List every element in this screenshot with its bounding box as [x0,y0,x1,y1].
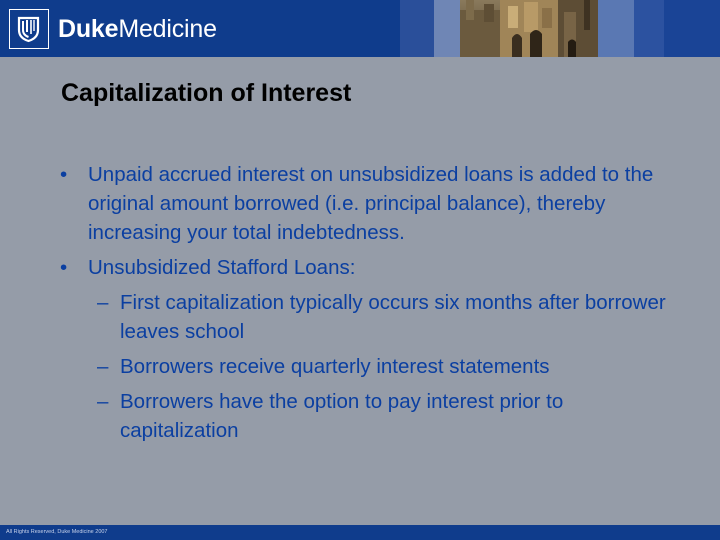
brand-bold: Duke [58,15,119,43]
bullet-marker: • [60,163,68,186]
slide-body [60,160,670,451]
duke-chapel-photo [460,0,598,57]
header-stripe [434,0,460,57]
bullet-item [60,160,670,247]
bullet-marker: • [60,256,68,279]
sub-bullet-text: First capitalization typically occurs six months after borrower leaves school [120,291,666,343]
bullet-text: Unsubsidized Stafford Loans: [88,256,356,279]
bullet-text: Unpaid accrued interest on unsubsidized loans is added to the original amount borrowed (i.e. principal balance), thereby increasing your total indebtedness. [88,163,654,244]
copyright-text: All Rights Reserved, Duke Medicine 2007 [6,529,108,535]
bullet-item [60,253,670,282]
header-stripe [598,0,634,57]
sub-bullet-text: Borrowers have the option to pay interest prior to capitalization [120,390,564,442]
brand-light: Medicine [118,15,217,43]
brand-wordmark [58,13,217,45]
sub-bullet-item [60,288,670,346]
sub-bullet-item [60,387,670,445]
header-stripe [400,0,434,57]
slide-title: Capitalization of Interest [61,79,352,107]
duke-shield-logo [9,9,49,49]
header-stripe [634,0,664,57]
header-stripe [664,0,720,57]
header-bar [0,0,720,57]
shield-icon [10,10,47,47]
sub-bullet-marker: – [97,355,109,378]
footer-bar [0,525,720,540]
sub-bullet-item [60,352,670,381]
sub-bullet-marker: – [97,291,109,314]
sub-bullet-text: Borrowers receive quarterly interest statements [120,355,550,378]
sub-bullet-marker: – [97,390,109,413]
